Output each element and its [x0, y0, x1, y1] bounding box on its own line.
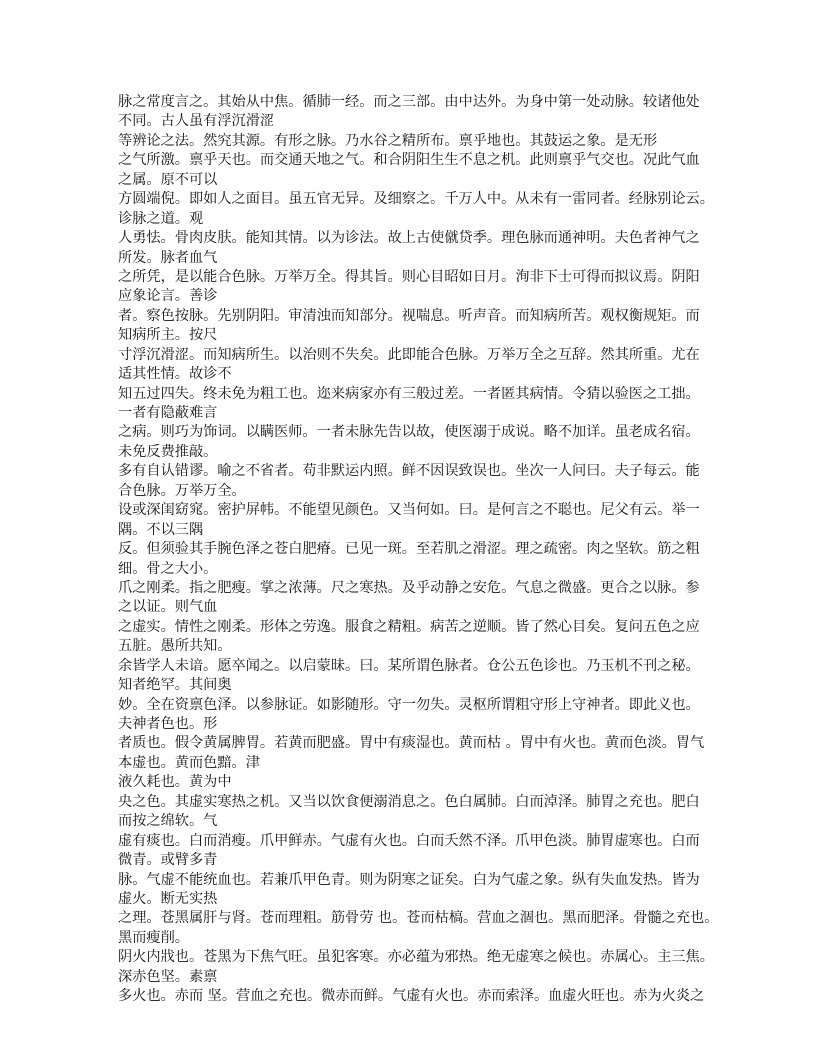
text-line: 深赤色坚。素禀	[118, 968, 218, 985]
text-line: 央之色。其虚实寒热之机。又当以饮食便溺消息之。色白属肺。白而淖泽。肺胃之充也。肥白	[118, 793, 700, 810]
text-line: 之虚实。情性之刚柔。形体之劳逸。服食之精粗。病苦之逆顺。皆了然心目矣。复问五色之应	[118, 618, 700, 635]
text-line: 脉之常度言之。其始从中焦。循肺一经。而之三部。由中达外。为身中第一处动脉。较诸他处	[118, 94, 700, 110]
text-line: 之病。则巧为饰词。以瞒医师。一者未脉先告以故，使医溺于成说。略不加详。虽老成名宿。	[118, 424, 700, 441]
text-line: 之所凭，是以能合色脉。万举万全。得其旨。则心目昭如日月。洵非下士可得而拟议焉。阴阳	[118, 268, 700, 285]
text-line: 余皆学人未谙。愿卒闻之。以启蒙昧。曰。某所谓色脉者。仓公五色诊也。乃玉机不刊之秘。	[118, 657, 700, 674]
text-line: 隅。不以三隅	[118, 521, 204, 538]
text-line: 反。但须验其手腕色泽之苍白肥瘠。已见一斑。至若肌之滑涩。理之疏密。肉之坚软。筋之粗	[118, 541, 700, 558]
text-line: 人勇怯。骨肉皮肤。能知其情。以为诊法。故上古使僦贷季。理色脉而通神明。夫色者神气之	[118, 230, 700, 247]
text-line: 等辨论之法。然究其源。有形之脉。乃水谷之精所布。禀乎地也。其鼓运之象。是无形	[118, 132, 658, 149]
text-line: 设或深闺窈窕。密护屏帏。不能望见颜色。又当何如。曰。是何言之不聪也。尼父有云。举一	[118, 502, 700, 519]
text-line: 液久耗也。黄为中	[118, 774, 232, 791]
text-line: 者。察色按脉。先别阴阳。审清浊而知部分。视喘息。听声音。而知病所苦。观权衡规矩。而	[118, 307, 700, 324]
text-line: 知者绝罕。其间奥	[118, 677, 232, 694]
text-line: 微青。或臂多青	[118, 852, 218, 869]
text-line: 阴火内戕也。苍黑为下焦气旺。虽犯客寒。亦必蕴为邪热。绝无虚寒之候也。赤属心。主三焦。	[118, 949, 714, 966]
text-line: 多火也。赤而 坚。营血之充也。微赤而鲜。气虚有火也。赤而索泽。血虚火旺也。赤为火炎之	[118, 988, 705, 1005]
text-line: 之属。原不可以	[118, 171, 218, 188]
text-line: 合色脉。万举万全。	[118, 482, 246, 499]
document-page	[118, 93, 718, 1007]
text-line: 知五过四失。终未免为粗工也。迩来病家亦有三般过差。一者匿其病情。令猜以验医之工拙。	[118, 385, 700, 402]
text-line: 者质也。假令黄属脾胃。若黄而肥盛。胃中有痰湿也。黄而枯 。胃中有火也。黄而色淡。胃气	[118, 735, 705, 752]
text-line: 脉。气虚不能统血也。若兼爪甲色青。则为阴寒之证矣。白为气虚之象。纵有失血发热。皆为	[118, 871, 700, 888]
text-line: 不同。古人虽有浮沉滑涩	[118, 113, 275, 130]
text-line: 适其性情。故诊不	[118, 366, 232, 383]
text-line: 诊脉之道。观	[118, 210, 204, 227]
text-line: 黑而瘦削。	[118, 929, 189, 946]
text-line: 一者有隐蔽难言	[118, 405, 218, 421]
text-line: 方圆端倪。即如人之面目。虽五官无异。及细察之。千万人中。从未有一雷同者。经脉别论云。	[118, 191, 714, 208]
text-line: 而按之绵软。气	[118, 813, 218, 830]
text-line: 五脏。愚所共知。	[118, 638, 232, 655]
text-line: 之气所激。禀乎天也。而交通天地之气。和合阴阳生生不息之机。此则禀乎气交也。况此气血	[118, 152, 700, 169]
text-line: 知病所主。按尺	[118, 327, 218, 344]
text-line: 之理。苍黑属肝与肾。苍而理粗。筋骨劳 也。苍而枯槁。营血之涸也。黑而肥泽。骨髓之充也。	[118, 910, 719, 927]
text-line: 夫神者色也。形	[118, 716, 218, 732]
text-line: 虚有痰也。白而消瘦。爪甲鲜赤。气虚有火也。白而夭然不泽。爪甲色淡。肺胃虚寒也。白而	[118, 832, 700, 849]
text-line: 未免反费推敲。	[118, 443, 218, 460]
text-line: 多有自认错谬。喻之不省者。苟非默运内照。鲜不因误致误也。坐次一人问曰。夫子每云。能	[118, 463, 700, 480]
text-line: 寸浮沉滑涩。而知病所生。以治则不失矣。此即能合色脉。万举万全之互辞。然其所重。尤在	[118, 346, 700, 363]
text-line: 应象论言。善诊	[118, 288, 218, 305]
text-line: 虚火。断无实热	[118, 890, 218, 907]
text-line: 之以证。则气血	[118, 599, 218, 616]
text-line: 所发。脉者血气	[118, 249, 218, 266]
text-line: 细。骨之大小。	[118, 560, 218, 577]
text-line: 妙。全在资禀色泽。以参脉证。如影随形。守一勿失。灵枢所谓粗守形上守神者。即此义也。	[118, 696, 700, 713]
text-line: 爪之刚柔。指之肥瘦。掌之浓薄。尺之寒热。及乎动静之安危。气息之微盛。更合之以脉。参	[118, 579, 700, 596]
text-line: 本虚也。黄而色黯。津	[118, 754, 260, 771]
